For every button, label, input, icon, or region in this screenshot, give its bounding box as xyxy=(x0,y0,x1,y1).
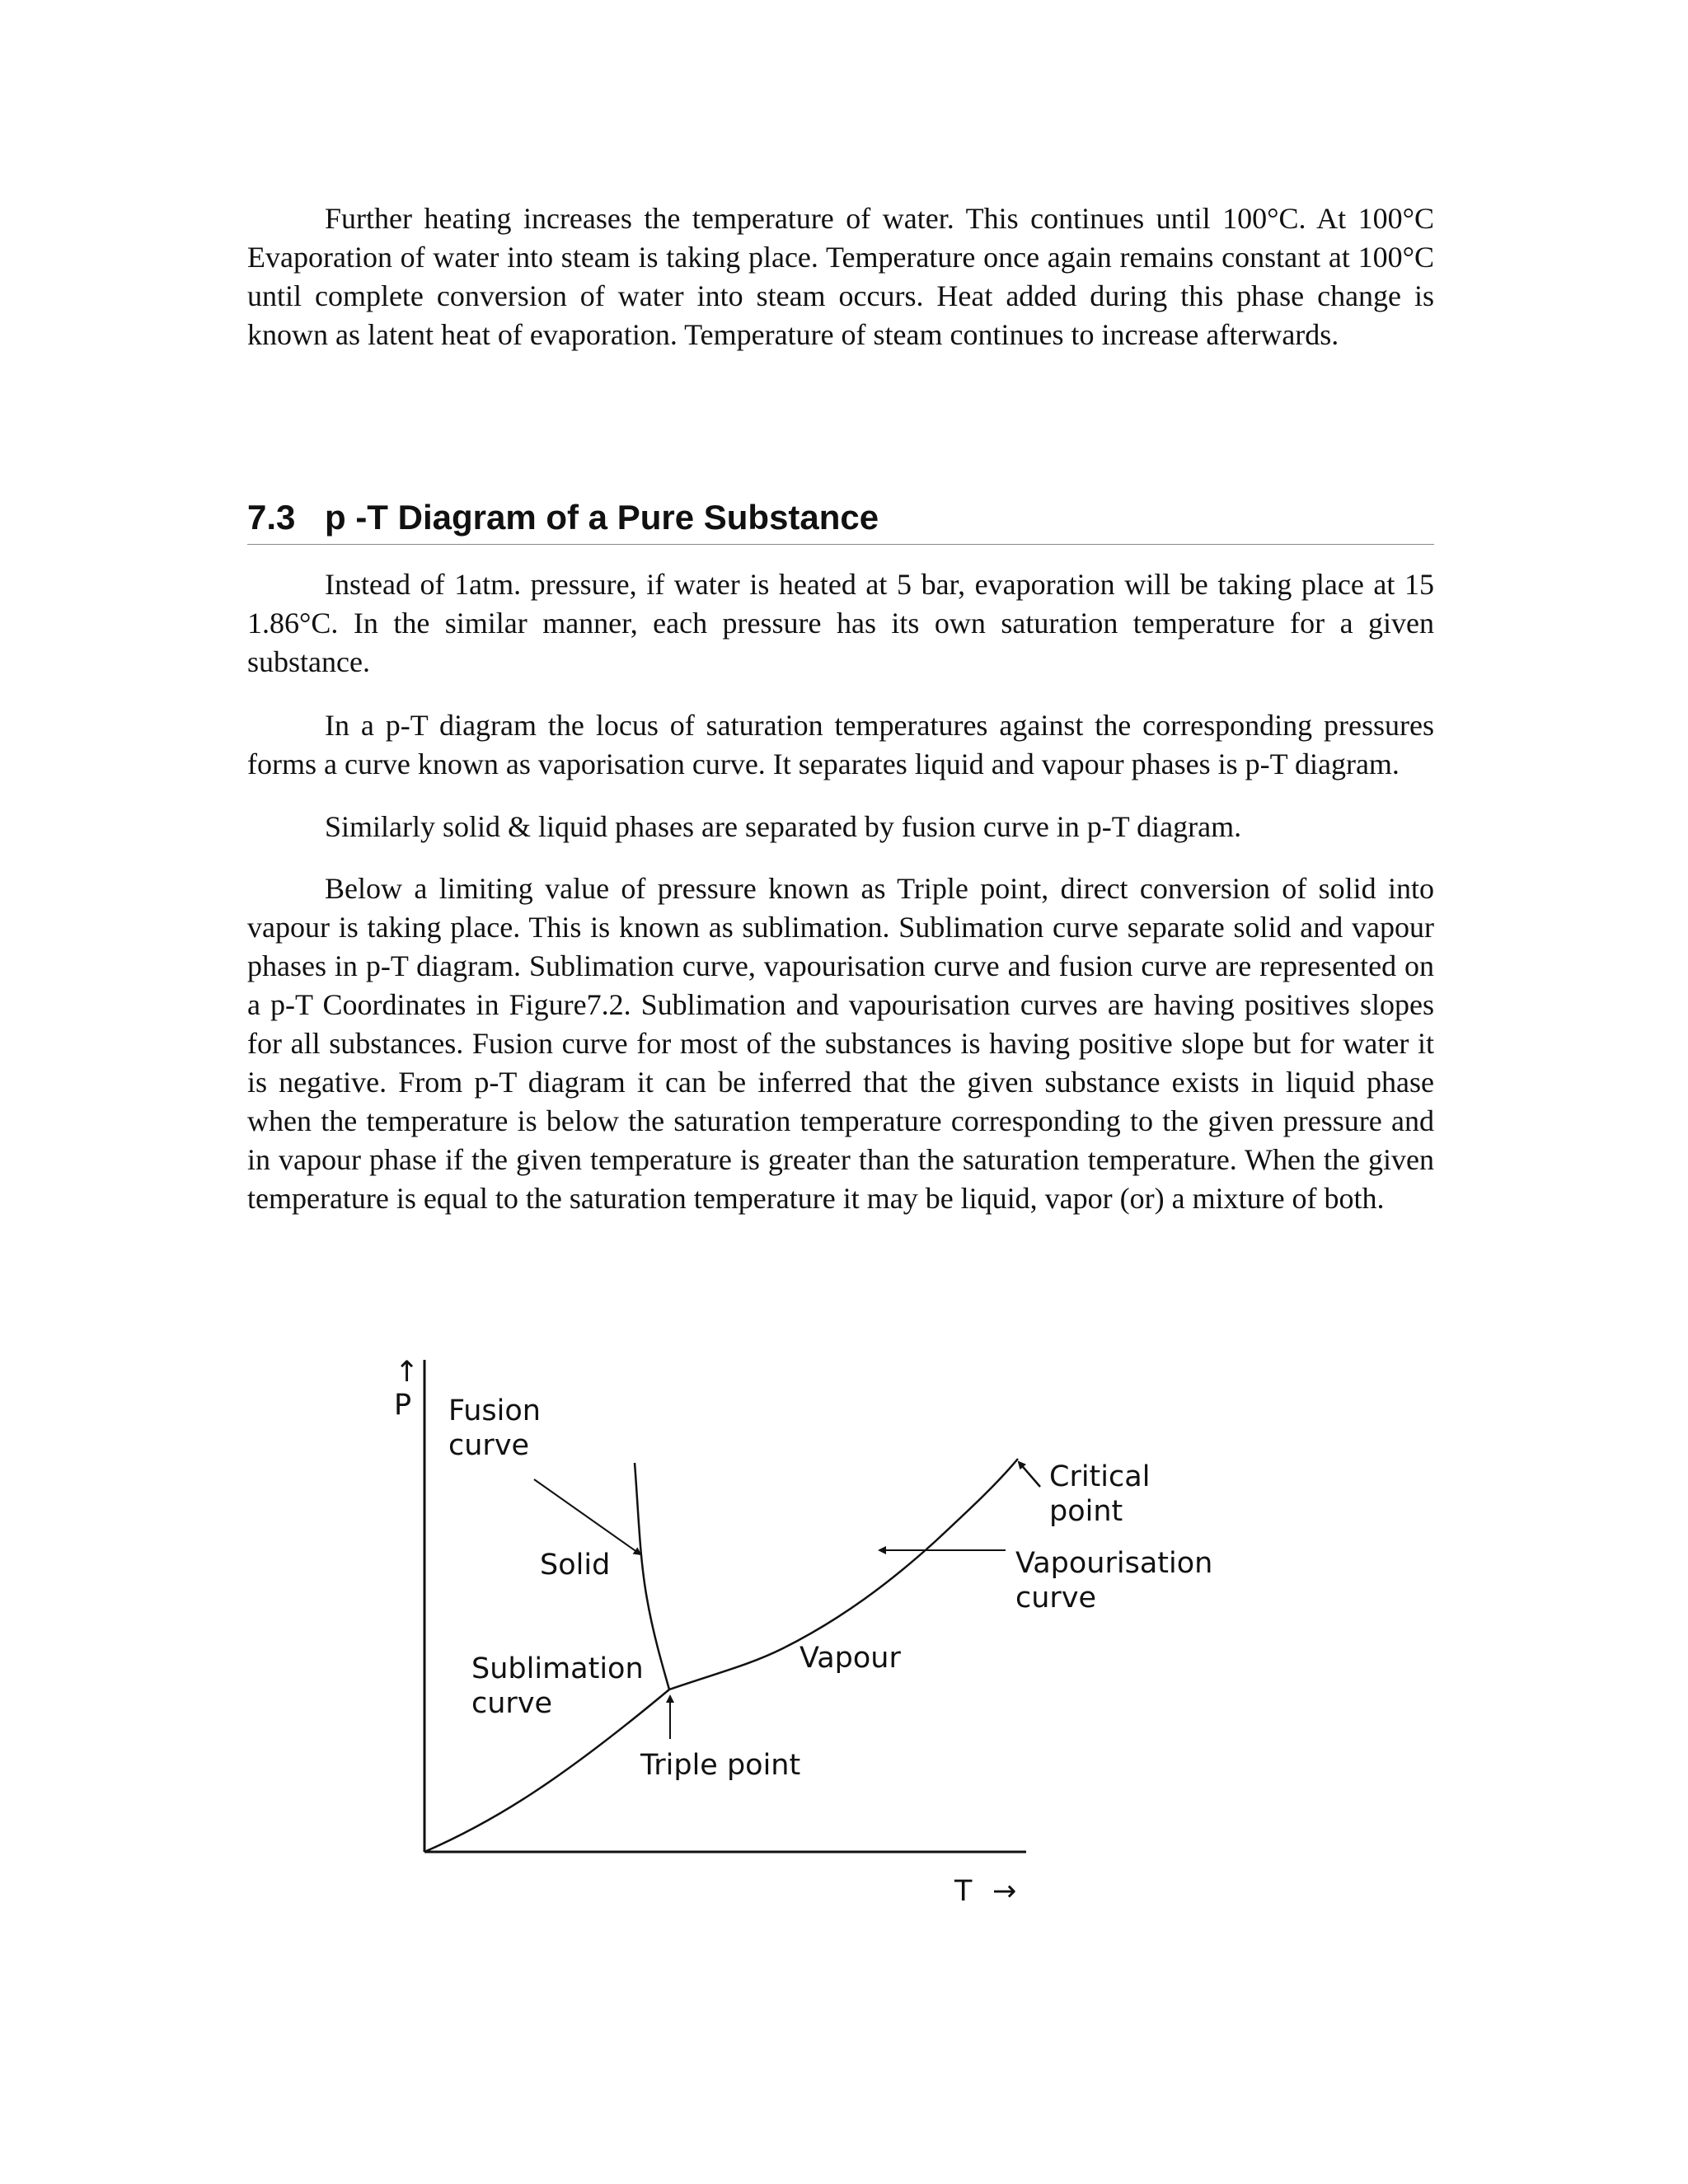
paragraph-vaporisation-curve xyxy=(247,706,1434,784)
section-title: p -T Diagram of a Pure Substance xyxy=(325,498,879,537)
critical-point-label: point xyxy=(1049,1495,1123,1528)
paragraph-saturation-temperature xyxy=(247,565,1434,682)
x-axis-label: T xyxy=(954,1875,973,1908)
critical-point-pointer xyxy=(1019,1462,1040,1487)
y-axis-label: P xyxy=(394,1389,412,1422)
vapour-region-label: Vapour xyxy=(799,1642,901,1675)
paragraph-sublimation xyxy=(247,869,1434,1218)
pt-diagram-figure xyxy=(363,1360,1269,1937)
paragraph-latent-heat xyxy=(247,199,1434,354)
solid-region-label: Solid xyxy=(540,1549,611,1582)
vapourisation-curve-label: Vapourisation xyxy=(1015,1547,1213,1580)
paragraph-text: Instead of 1atm. pressure, if water is heated at 5 bar, evaporation will be taking place at 15 1.86°C. In the similar manner, each pressure has its own saturation temperature for a given substance. xyxy=(247,568,1434,678)
sublimation-curve-label: Sublimation xyxy=(471,1652,644,1685)
paragraph-text: Further heating increases the temperature of water. This continues until 100°C. At 100°C Evaporation of water into steam is taking place. Temperature once again remains constant at 100°C until complete conversion of water into steam occurs. Heat added during this phase change is known as latent heat of evaporation. Temperature of steam continues to increase afterwards. xyxy=(247,202,1434,351)
pt-diagram-svg xyxy=(363,1360,1269,1937)
section-heading xyxy=(247,493,1434,545)
vapourisation-curve-label: curve xyxy=(1015,1582,1097,1615)
paragraph-text: Below a limiting value of pressure known as Triple point, direct conversion of solid into vapour is taking place. This is known as sublimation. Sublimation curve separate solid and vapour phases in p-T diagram. Sublimation curve, vapourisation curve and fusion curve are represented on a p-T Coordinates in Figure7.2. Sublimation and vapourisation curves are having positives slopes for all substances. Fusion curve for most of the substances is having positive slope but for water it is negative. From p-T diagram it can be inferred that the given substance exists in liquid phase when the temperature is below the saturation temperature corresponding to the given pressure and in vapour phase if the given temperature is greater than the saturation temperature. When the given temperature is equal to the saturation temperature it may be liquid, vapor (or) a mixture of both. xyxy=(247,872,1434,1215)
section-number: 7.3 xyxy=(247,498,296,537)
fusion-curve-label: Fusion xyxy=(448,1394,541,1427)
paragraph-text: In a p-T diagram the locus of saturation temperatures against the corresponding pressures forms a curve known as vaporisation curve. It separates liquid and vapour phases is p-T diagram. xyxy=(247,709,1434,780)
critical-point-label: Critical xyxy=(1049,1460,1151,1493)
paragraph-text: Similarly solid & liquid phases are separated by fusion curve in p-T diagram. xyxy=(325,810,1242,843)
y-axis-arrow: ↑ xyxy=(395,1360,420,1389)
x-axis-arrow: → xyxy=(992,1875,1017,1908)
fusion-curve-label: curve xyxy=(448,1429,530,1462)
paragraph-fusion-curve xyxy=(247,808,1434,846)
fusion-curve-pointer xyxy=(534,1479,640,1554)
triple-point-label: Triple point xyxy=(640,1749,801,1782)
sublimation-curve-label: curve xyxy=(471,1687,553,1720)
